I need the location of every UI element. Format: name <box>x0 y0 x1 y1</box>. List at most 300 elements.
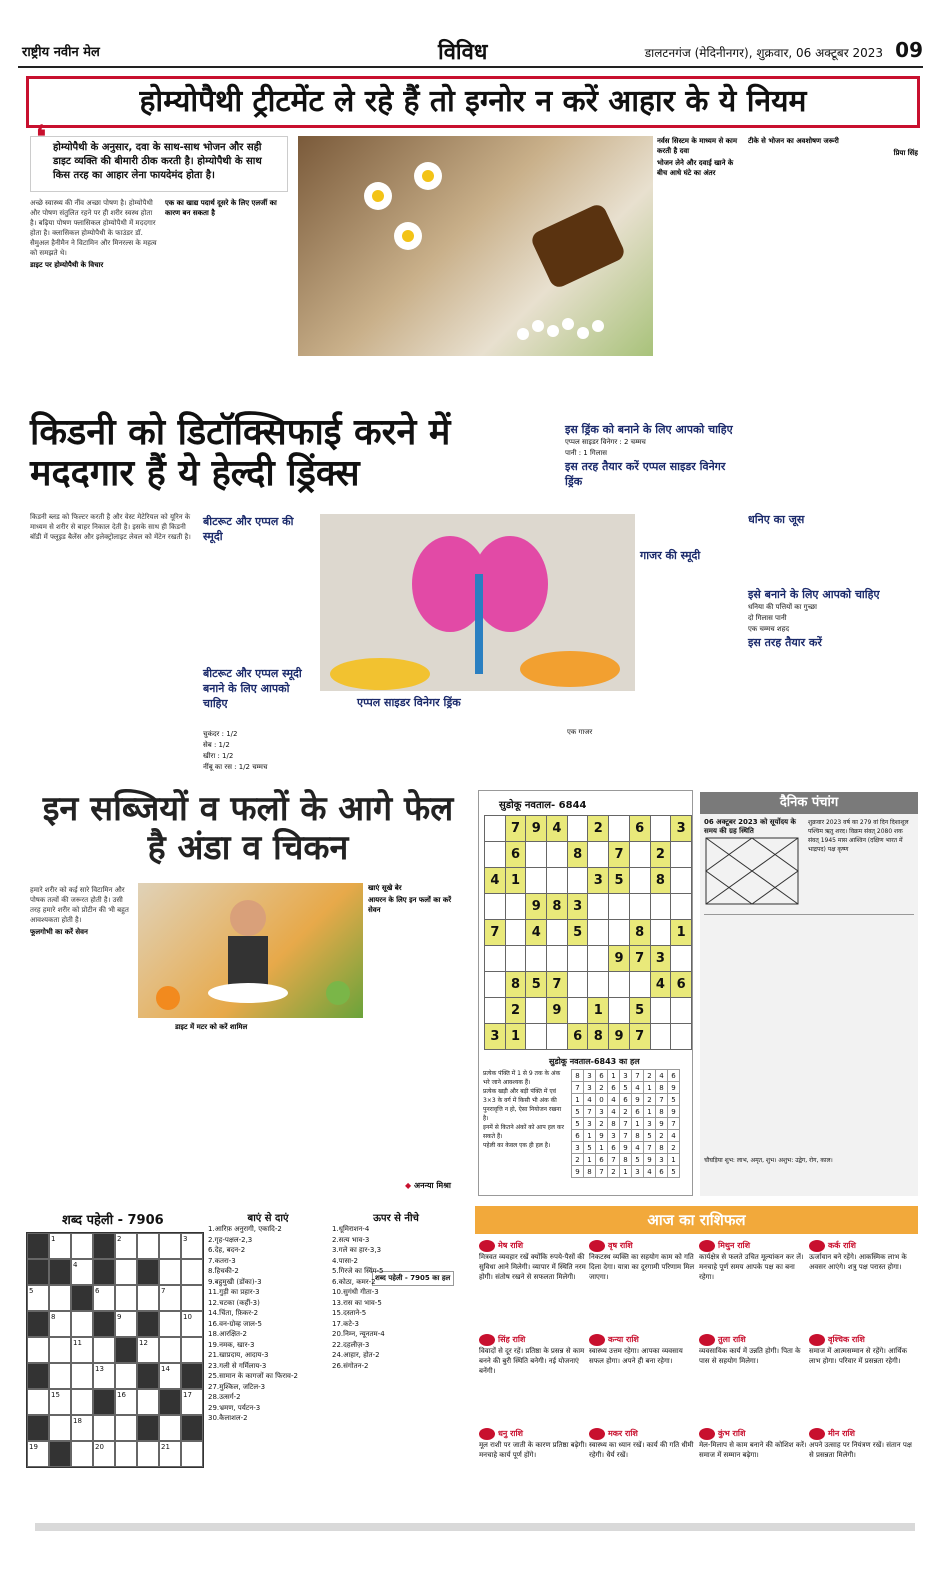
sudoku-title: सुडोकू नवताल- 6844 <box>499 800 587 811</box>
sudoku-solution-cell: 4 <box>608 1106 620 1118</box>
rashi-text: कार्यक्षेत्र से फलते उचित मूल्यांकन कर लें। मनचाहे पूर्ण समय आपके पक्ष का बना रहेगा। <box>699 1253 804 1281</box>
crossword-number: 4 <box>73 1261 78 1269</box>
rashi-text: समाज में आत्मसम्मान से रहेंगे। आर्थिक लाभ होगा। परिवार में प्रसन्नता रहेगी। <box>809 1347 907 1365</box>
crossword-number: 11 <box>73 1339 82 1347</box>
sudoku-cell <box>567 946 588 972</box>
ingredient-item: एप्पल साइडर विनेगर : 2 चम्मच <box>565 438 646 446</box>
sudoku-cell <box>650 920 671 946</box>
sudoku-cell <box>567 998 588 1024</box>
crossword-cell[interactable] <box>181 1311 203 1337</box>
pills-flowers-illustration <box>298 136 653 356</box>
crossword-cell[interactable] <box>27 1441 49 1467</box>
sudoku-cell: 7 <box>547 972 568 998</box>
crossword-cell[interactable] <box>159 1311 181 1337</box>
crossword-number: 9 <box>117 1313 122 1321</box>
sudoku-cell: 2 <box>650 842 671 868</box>
sudoku-cell <box>609 894 630 920</box>
crossword-clue-across: 8.हिचकी-2 <box>208 1267 239 1275</box>
crossword-cell[interactable] <box>115 1389 137 1415</box>
crossword-cell[interactable] <box>49 1415 71 1441</box>
sudoku-cell <box>526 842 547 868</box>
sudoku-solution-cell: 1 <box>668 1154 680 1166</box>
crossword-black-cell <box>93 1311 115 1337</box>
rashi-name: वृष राशि <box>608 1241 633 1250</box>
zodiac-sign-icon <box>479 1240 495 1252</box>
crossword-clue-down: 6.कोठा, कमर-2 <box>332 1277 376 1286</box>
crossword-cell[interactable] <box>115 1311 137 1337</box>
drink4-prepare: इस तरह तैयार करें <box>748 636 822 649</box>
rashi-name: मिथुन राशि <box>718 1241 751 1250</box>
rashi-text: स्वास्थ्य उत्तम रहेगा। आपका व्यवसाय सफल होगा। अपने ही बना रहेगा। <box>589 1347 683 1365</box>
sudoku-cell <box>505 946 526 972</box>
byline-marker-icon: ◆ <box>405 1181 412 1190</box>
crossword-clue-across: 6.देह, बदन-2 <box>208 1246 246 1254</box>
crossword-cell[interactable] <box>159 1441 181 1467</box>
crossword-clue-across: 12.चटका (कहीं-3) <box>208 1298 260 1307</box>
sudoku-solution-cell: 1 <box>632 1118 644 1130</box>
sudoku-cell <box>609 972 630 998</box>
sudoku-solution-cell: 2 <box>656 1130 668 1142</box>
crossword-number: 14 <box>161 1365 170 1373</box>
crossword-cell[interactable] <box>71 1259 93 1285</box>
crossword-number: 8 <box>51 1313 56 1321</box>
ingredient-item: पानी : 1 गिलास <box>565 449 608 457</box>
crossword-black-cell <box>27 1415 49 1441</box>
crossword-clue-down: 17.कटे-3 <box>332 1319 360 1328</box>
sudoku-solution-cell: 4 <box>644 1166 656 1178</box>
crossword-cell[interactable] <box>137 1441 159 1467</box>
crossword-clue-down: 10.सुगंधी गीता-3 <box>332 1288 379 1296</box>
sudoku-solution-cell: 5 <box>668 1166 680 1178</box>
sudoku-solution-cell: 4 <box>632 1142 644 1154</box>
crossword-across <box>208 1210 328 1424</box>
sudoku-cell: 3 <box>567 894 588 920</box>
crossword-cell[interactable] <box>115 1233 137 1259</box>
rashi-name: कुंभ राशि <box>718 1429 746 1438</box>
sudoku-solution-cell: 1 <box>584 1130 596 1142</box>
sudoku-solution-cell: 3 <box>596 1106 608 1118</box>
sudoku-rule: प्रत्येक पंक्ति में 1 से 9 तक के अंक भरे जाने आवश्यक हैं। <box>483 1070 561 1086</box>
rashifal-panel <box>475 1206 918 1524</box>
drink4-make: इसे बनाने के लिए आपको चाहिए <box>748 588 880 601</box>
article3-col1 <box>30 885 135 1195</box>
crossword-clue-down: 22.दहलीज़-3 <box>332 1340 370 1349</box>
article2-drink3 <box>640 548 740 563</box>
sudoku-solution-cell: 6 <box>596 1070 608 1082</box>
article1-col5 <box>748 136 918 376</box>
sudoku-solution-cell: 6 <box>572 1130 584 1142</box>
sudoku-cell: 8 <box>505 972 526 998</box>
drink4-title: धनिए का जूस <box>748 513 805 526</box>
crossword-cell[interactable] <box>71 1363 93 1389</box>
crossword-cell[interactable] <box>137 1285 159 1311</box>
sudoku-solution-title: सुडोकू नवताल-6843 का हल <box>549 1057 640 1066</box>
sudoku-cell <box>505 920 526 946</box>
sudoku-cell: 8 <box>650 868 671 894</box>
sudoku-solution-cell: 6 <box>596 1154 608 1166</box>
crossword-clue-down: 5.गिरजे का स्विंग-5 <box>332 1267 384 1275</box>
crossword-clue-across: 29.भ्रमण, पर्यटन-3 <box>208 1403 261 1412</box>
sudoku-solution-cell: 7 <box>608 1154 620 1166</box>
sudoku-solution-grid <box>571 1069 680 1178</box>
crossword-cell[interactable] <box>27 1337 49 1363</box>
crossword-panel <box>22 1210 462 1520</box>
crossword-cell[interactable] <box>27 1389 49 1415</box>
crossword-cell[interactable] <box>115 1285 137 1311</box>
crossword-cell[interactable] <box>71 1233 93 1259</box>
sudoku-cell: 3 <box>588 868 609 894</box>
sudoku-cell <box>485 998 506 1024</box>
crossword-cell[interactable] <box>71 1441 93 1467</box>
crossword-clue-across: 14.चिंता, फ़िकर-2 <box>208 1309 259 1317</box>
drink1-make: बीटरूट और एप्पल स्मूदी बनाने के लिए आपको चाहिए <box>203 667 302 710</box>
sudoku-solution-cell: 4 <box>668 1130 680 1142</box>
sudoku-cell: 1 <box>505 868 526 894</box>
sudoku-cell <box>547 946 568 972</box>
drink2-title: एप्पल साइडर विनेगर ड्रिंक <box>357 696 461 709</box>
sudoku-cell <box>547 920 568 946</box>
rashifal-title: आज का राशिफल <box>475 1206 918 1234</box>
drink1-title: बीटरूट और एप्पल की स्मूदी <box>203 515 294 543</box>
sudoku-cell <box>671 1024 692 1050</box>
rashi-card <box>699 1334 807 1422</box>
article1-col2 <box>165 198 293 373</box>
sudoku-cell <box>588 972 609 998</box>
ingredient-item: धनिया की पत्तियों का गुच्छा <box>748 603 817 611</box>
article1-subhead3: नर्वस सिस्टम के माध्यम से काम करती है दवा <box>657 137 738 155</box>
article1-photo-caption-text <box>298 358 653 376</box>
crossword-cell[interactable] <box>93 1285 115 1311</box>
crossword-cell[interactable] <box>49 1337 71 1363</box>
sudoku-cell <box>526 998 547 1024</box>
sudoku-solution-cell: 9 <box>596 1130 608 1142</box>
sudoku-cell: 1 <box>588 998 609 1024</box>
article1-col1 <box>30 198 158 373</box>
panchang-info: शुक्रवार 2023 वर्ष का 279 वां दिन दिशाशूल पश्चिम ऋतु शरद। विक्रम संवत् 2080 शक संवत् 1945 मास आश्विन (दक्षिण भारत में भाद्रपद) पक्ष कृष्ण <box>808 819 909 853</box>
crossword-clue-down: 26.संगोतन-2 <box>332 1361 369 1370</box>
crossword-cell[interactable] <box>137 1233 159 1259</box>
article2-drink2-recipe <box>565 422 745 489</box>
crossword-cell[interactable] <box>137 1337 159 1363</box>
sudoku-solution-cell: 9 <box>656 1118 668 1130</box>
zodiac-sign-icon <box>589 1240 605 1252</box>
article2-drink3-recipe <box>567 727 727 738</box>
sudoku-solution-cell: 2 <box>608 1166 620 1178</box>
crossword-cell[interactable] <box>159 1363 181 1389</box>
rashi-name: सिंह राशि <box>498 1335 526 1344</box>
crossword-cell[interactable] <box>159 1285 181 1311</box>
rashi-name: धनु राशि <box>498 1429 524 1438</box>
article1-subhead5: टीके से भोजन का अवशोषण जरूरी <box>748 137 839 145</box>
crossword-cell[interactable] <box>49 1389 71 1415</box>
rashi-text: ऊर्जावान बने रहेंगे। आकस्मिक लाभ के अवसर आएंगे। शत्रु पक्ष परास्त होगा। <box>809 1253 907 1271</box>
article2-drink1 <box>203 514 313 773</box>
crossword-clue-across: 23.गली से गर्मिलाय-3 <box>208 1361 267 1370</box>
sudoku-solution-cell: 7 <box>620 1118 632 1130</box>
article3-subhead4: फूलगोभी का करें सेवन <box>30 928 88 936</box>
sudoku-solution-cell: 9 <box>620 1142 632 1154</box>
crossword-cell[interactable] <box>93 1441 115 1467</box>
crossword-cell[interactable] <box>159 1337 181 1363</box>
rashi-card <box>479 1240 587 1328</box>
sudoku-solution-cell: 1 <box>584 1154 596 1166</box>
sudoku-solution-cell: 2 <box>596 1082 608 1094</box>
crossword-number: 17 <box>183 1391 192 1399</box>
rashi-text: निकटस्थ व्यक्ति का सहयोग काम को गति दिला देगा। यात्रा का दूरगामी परिणाम मिल जाएगा। <box>589 1253 695 1281</box>
sudoku-cell <box>650 998 671 1024</box>
page-number: 09 <box>895 38 923 62</box>
sudoku-cell <box>609 998 630 1024</box>
sudoku-cell <box>505 894 526 920</box>
crossword-cell[interactable] <box>93 1415 115 1441</box>
across-title: बाएं से दाएं <box>247 1213 289 1224</box>
sudoku-cell: 3 <box>671 816 692 842</box>
article3-subhead3: डाइट में मटर को करें शामिल <box>175 1023 248 1031</box>
crossword-cell[interactable] <box>93 1337 115 1363</box>
rashi-card <box>589 1334 697 1422</box>
crossword-number: 5 <box>29 1287 34 1295</box>
crossword-cell[interactable] <box>181 1233 203 1259</box>
crossword-cell[interactable] <box>71 1415 93 1441</box>
zodiac-sign-icon <box>809 1428 825 1440</box>
sudoku-cell: 8 <box>547 894 568 920</box>
sudoku-solution-cell: 1 <box>620 1166 632 1178</box>
crossword-solution-title: शब्द पहेली - 7905 का हल <box>372 1271 454 1286</box>
sudoku-cell: 6 <box>629 816 650 842</box>
crossword-cell[interactable] <box>93 1363 115 1389</box>
sudoku-solution-cell: 3 <box>644 1118 656 1130</box>
panchang-date-line: 06 अक्टूबर 2023 को सूर्योदय के समय की ग्रह स्थिति <box>704 818 796 835</box>
zodiac-sign-icon <box>589 1334 605 1346</box>
article1-byline: प्रिया सिंह <box>893 149 918 157</box>
sudoku-cell: 4 <box>526 920 547 946</box>
rashi-name: वृश्चिक राशि <box>828 1335 865 1344</box>
ingredient-item: खीरा : 1/2 <box>203 752 234 760</box>
sudoku-cell: 7 <box>629 946 650 972</box>
sudoku-solution-cell: 6 <box>620 1094 632 1106</box>
crossword-cell[interactable] <box>181 1285 203 1311</box>
sudoku-cell: 9 <box>547 998 568 1024</box>
crossword-clue-across: 16.वन-ग्रोव्ह जाल-5 <box>208 1319 262 1328</box>
article3-headline: इन सब्जियों व फलों के आगे फेल है अंडा व चिकन <box>42 789 454 869</box>
sudoku-solution-cell: 1 <box>608 1070 620 1082</box>
sudoku-cell <box>650 894 671 920</box>
crossword-number: 2 <box>117 1235 122 1243</box>
sudoku-cell <box>547 1024 568 1050</box>
sudoku-solution-cell: 6 <box>656 1166 668 1178</box>
crossword-cell[interactable] <box>27 1285 49 1311</box>
sudoku-solution-cell: 3 <box>584 1118 596 1130</box>
sudoku-cell: 7 <box>505 816 526 842</box>
sudoku-solution-cell: 2 <box>644 1070 656 1082</box>
crossword-cell[interactable] <box>159 1415 181 1441</box>
crossword-cell[interactable] <box>71 1389 93 1415</box>
drink2-make: इस ड्रिंक को बनाने के लिए आपको चाहिए <box>565 423 733 436</box>
zodiac-sign-icon <box>699 1428 715 1440</box>
sudoku-solution-cell: 4 <box>608 1094 620 1106</box>
sudoku-solution-cell: 0 <box>596 1094 608 1106</box>
crossword-clue-across: 25.सामान के कागजों का फिराव-2 <box>208 1372 298 1380</box>
zodiac-sign-icon <box>589 1428 605 1440</box>
crossword-number: 12 <box>139 1339 148 1347</box>
sudoku-cell: 6 <box>671 972 692 998</box>
crossword-black-cell <box>93 1259 115 1285</box>
sudoku-solution-cell: 8 <box>608 1118 620 1130</box>
article1-headline-box <box>26 76 920 128</box>
down-title: ऊपर से नीचे <box>373 1213 419 1224</box>
sudoku-cell: 4 <box>547 816 568 842</box>
sudoku-cell <box>650 816 671 842</box>
rashi-text: मेल-मिलाप से काम बनाने की कोशिश करें। समाज में सम्मान बढ़ेगा। <box>699 1441 807 1459</box>
sudoku-cell <box>629 972 650 998</box>
crossword-cell[interactable] <box>71 1311 93 1337</box>
ingredient-item: चुकंदर : 1/2 <box>203 730 238 738</box>
crossword-clue-across: 1.आरिफ़ अनुरागी, एकादि-2 <box>208 1225 282 1233</box>
crossword-black-cell <box>49 1259 71 1285</box>
rashi-card <box>479 1428 587 1516</box>
sudoku-cell <box>671 998 692 1024</box>
rashi-card <box>699 1428 807 1516</box>
zodiac-sign-icon <box>699 1240 715 1252</box>
crossword-number: 3 <box>183 1235 188 1243</box>
rashi-card <box>809 1334 917 1422</box>
sudoku-cell <box>671 946 692 972</box>
sudoku-solution-cell: 8 <box>656 1106 668 1118</box>
sudoku-rule: प्रत्येक खड़ी और बड़ी पंक्ति में एवं 3×3 के वर्ग में किसी भी अंक की पुनरावृत्ति न हो, ऐसा नियोजन रखना है। <box>483 1088 562 1122</box>
sudoku-cell: 9 <box>609 946 630 972</box>
sudoku-cell: 5 <box>567 920 588 946</box>
article3-subhead2: आयरन के लिए इन फलों का करें सेवन <box>368 896 452 914</box>
drink2-prepare: इस तरह तैयार करें एप्पल साइडर विनेगर ड्रिंक <box>565 460 726 488</box>
crossword-number: 7 <box>161 1287 166 1295</box>
rashi-card <box>809 1428 917 1516</box>
drink3-title: गाजर की स्मूदी <box>640 549 701 562</box>
rashi-card <box>589 1240 697 1328</box>
crossword-cell[interactable] <box>115 1259 137 1285</box>
zodiac-sign-icon <box>809 1240 825 1252</box>
panchang-panel <box>700 792 918 1196</box>
article2-drink2 <box>357 695 637 710</box>
sudoku-solution-cell: 2 <box>620 1106 632 1118</box>
crossword-clue-down: 13.रास का भाव-5 <box>332 1298 382 1307</box>
article2-headline: किडनी को डिटॉक्सिफाई करने में मददगार हैं ये हेल्दी ड्रिंक्स <box>30 412 451 495</box>
crossword-clue-down: 4.पासा-2 <box>332 1256 358 1265</box>
crossword-cell[interactable] <box>137 1389 159 1415</box>
crossword-cell[interactable] <box>49 1311 71 1337</box>
crossword-black-cell <box>137 1259 159 1285</box>
crossword-clue-across: 19.नमक, खार-3 <box>208 1340 255 1349</box>
crossword-number: 15 <box>51 1391 60 1399</box>
sudoku-cell: 7 <box>629 1024 650 1050</box>
sudoku-cell <box>547 868 568 894</box>
crossword-cell[interactable] <box>115 1415 137 1441</box>
article3-col3 <box>368 883 466 1183</box>
sudoku-cell: 5 <box>526 972 547 998</box>
crossword-number: 21 <box>161 1443 170 1451</box>
crossword-black-cell <box>27 1259 49 1285</box>
crossword-black-cell <box>93 1389 115 1415</box>
sudoku-cell <box>671 894 692 920</box>
crossword-down <box>332 1210 460 1370</box>
crossword-cell[interactable] <box>49 1233 71 1259</box>
article3-byline <box>405 1180 451 1191</box>
crossword-black-cell <box>27 1233 49 1259</box>
zodiac-sign-icon <box>479 1428 495 1440</box>
article3-lead: हमारे शरीर को कई सारे विटामिन और पोषक तत्वों की जरूरत होती है। उसी तरह हमारे शरीर को प्रोटीन की भी बहुत आवश्यकता होती है। <box>30 886 129 924</box>
crossword-cell[interactable] <box>159 1233 181 1259</box>
sudoku-solution-cell: 6 <box>668 1070 680 1082</box>
article2-drink4 <box>748 512 918 650</box>
sudoku-solution-cell: 7 <box>644 1142 656 1154</box>
vegetables-photo <box>138 883 363 1018</box>
sudoku-cell: 3 <box>485 1024 506 1050</box>
sudoku-rules <box>479 1069 571 1178</box>
sudoku-cell <box>526 868 547 894</box>
sudoku-solution-cell: 5 <box>644 1130 656 1142</box>
rashi-card <box>589 1428 697 1516</box>
sudoku-solution-cell: 8 <box>620 1154 632 1166</box>
rashi-card <box>809 1240 917 1328</box>
sudoku-cell: 7 <box>485 920 506 946</box>
sudoku-cell: 4 <box>650 972 671 998</box>
section-title: विविध <box>438 40 488 65</box>
sudoku-cell: 7 <box>609 842 630 868</box>
crossword-cell[interactable] <box>181 1259 203 1285</box>
sudoku-solution-cell: 3 <box>584 1082 596 1094</box>
crossword-cell[interactable] <box>49 1285 71 1311</box>
sudoku-solution-cell: 4 <box>656 1070 668 1082</box>
crossword-cell[interactable] <box>71 1337 93 1363</box>
rashi-name: कन्या राशि <box>608 1335 639 1344</box>
sudoku-solution-cell: 5 <box>584 1142 596 1154</box>
sudoku-cell: 9 <box>526 816 547 842</box>
sudoku-cell <box>485 894 506 920</box>
crossword-clue-across: 30.कैलाशल-2 <box>208 1414 248 1422</box>
crossword-clue-across: 28.उत्सर्ग-2 <box>208 1393 241 1401</box>
dateline: डालटनगंज (मेदिनीनगर), शुक्रवार, 06 अक्टूबर 2023 <box>644 46 883 60</box>
crossword-clue-across: 27.मुश्किल, जटिल-3 <box>208 1382 266 1391</box>
rashi-text: स्वास्थ्य का ध्यान रखें। कार्य की गति धीमी रहेगी। धैर्य रखें। <box>589 1441 694 1459</box>
sudoku-solution-cell: 7 <box>656 1094 668 1106</box>
sudoku-cell <box>588 842 609 868</box>
crossword-grid <box>26 1232 204 1468</box>
crossword-cell[interactable] <box>115 1363 137 1389</box>
sudoku-rule: पहेली का केवल एक ही हल है। <box>483 1142 551 1149</box>
sudoku-solution-cell: 9 <box>668 1106 680 1118</box>
drink1-ingredients <box>203 729 313 773</box>
crossword-clue-down: 20.निम्न, न्यूनतम-4 <box>332 1330 385 1338</box>
sudoku-solution-cell: 9 <box>644 1154 656 1166</box>
sudoku-cell <box>567 972 588 998</box>
sudoku-cell <box>588 946 609 972</box>
crossword-cell[interactable] <box>49 1363 71 1389</box>
zodiac-sign-icon <box>699 1334 715 1346</box>
crossword-cell[interactable] <box>159 1259 181 1285</box>
crossword-cell[interactable] <box>181 1337 203 1363</box>
sudoku-solution-cell: 3 <box>608 1130 620 1142</box>
article3-col2 <box>175 1022 365 1177</box>
sudoku-cell <box>485 842 506 868</box>
sudoku-solution-cell: 3 <box>572 1142 584 1154</box>
sudoku-cell: 4 <box>485 868 506 894</box>
crossword-cell[interactable] <box>181 1389 203 1415</box>
crossword-cell[interactable] <box>181 1441 203 1467</box>
crossword-cell[interactable] <box>115 1441 137 1467</box>
sudoku-solution-cell: 5 <box>620 1082 632 1094</box>
panchang-title: दैनिक पंचांग <box>700 792 918 814</box>
crossword-black-cell <box>137 1363 159 1389</box>
rashi-name: तुला राशि <box>718 1335 746 1344</box>
